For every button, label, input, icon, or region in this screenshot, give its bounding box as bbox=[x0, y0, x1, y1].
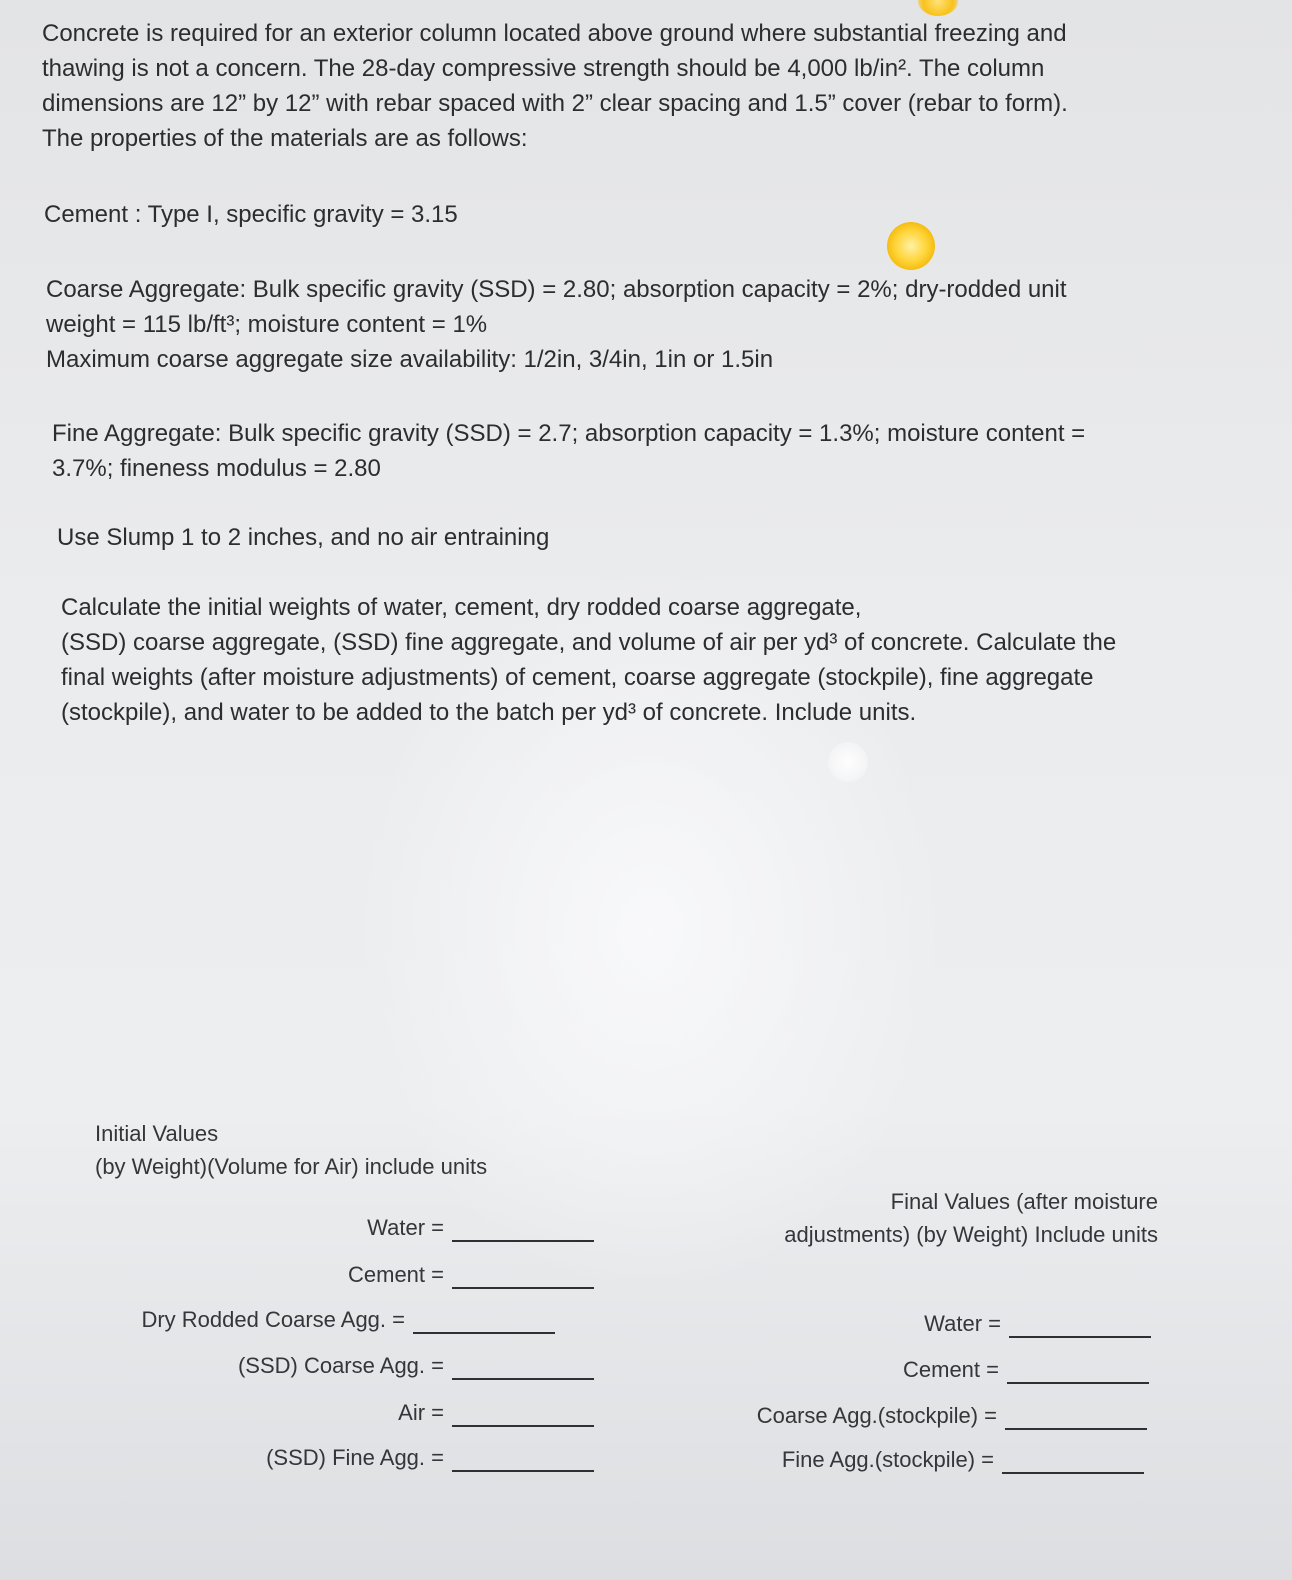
initial-values-title: Initial Values bbox=[95, 1121, 219, 1146]
final-fine-stockpile-blank[interactable] bbox=[1002, 1446, 1144, 1474]
initial-air-field bbox=[100, 1396, 594, 1430]
final-coarse-stockpile-field bbox=[660, 1399, 1147, 1433]
problem-line: The properties of the materials are as follows: bbox=[42, 125, 528, 152]
initial-ssd-coarse-label: (SSD) Coarse Agg. = bbox=[237, 1353, 444, 1378]
initial-water-field bbox=[100, 1211, 594, 1245]
task-line: Calculate the initial weights of water, cement, dry rodded coarse aggregate, bbox=[61, 594, 862, 621]
initial-air-label: Air = bbox=[398, 1400, 444, 1425]
initial-cement-field bbox=[100, 1258, 594, 1292]
slump-instruction bbox=[57, 520, 957, 555]
initial-cement-label: Cement = bbox=[348, 1262, 444, 1287]
fine-aggregate-line: 3.7%; fineness modulus = 2.80 bbox=[52, 455, 381, 482]
problem-statement bbox=[42, 16, 1222, 156]
light-glare bbox=[828, 742, 868, 782]
initial-dry-rodded-coarse-blank[interactable] bbox=[413, 1306, 555, 1334]
initial-ssd-coarse-blank[interactable] bbox=[452, 1352, 594, 1380]
final-values-heading bbox=[784, 1185, 1158, 1251]
initial-water-blank[interactable] bbox=[452, 1214, 594, 1242]
initial-values-heading bbox=[95, 1117, 487, 1183]
coarse-aggregate-line: Maximum coarse aggregate size availability: 1/2in, 3/4in, 1in or 1.5in bbox=[46, 346, 774, 373]
problem-line: dimensions are 12” by 12” with rebar spaced with 2” clear spacing and 1.5” cover (rebar to form). bbox=[42, 90, 1068, 117]
final-coarse-stockpile-label: Coarse Agg.(stockpile) = bbox=[756, 1403, 997, 1428]
final-cement-field bbox=[660, 1353, 1149, 1387]
task-line: final weights (after moisture adjustments) of cement, coarse aggregate (stockpile), fine aggregate bbox=[61, 664, 1094, 691]
initial-water-label: Water = bbox=[367, 1215, 444, 1240]
light-glare bbox=[918, 0, 958, 16]
fine-aggregate-line: Fine Aggregate: Bulk specific gravity (SSD) = 2.7; absorption capacity = 1.3%; moisture content = bbox=[52, 420, 1086, 447]
coarse-aggregate-properties bbox=[46, 272, 1196, 377]
final-water-field bbox=[660, 1307, 1151, 1341]
final-fine-stockpile-label: Fine Agg.(stockpile) = bbox=[781, 1447, 994, 1472]
initial-ssd-coarse-field bbox=[100, 1349, 594, 1383]
final-water-blank[interactable] bbox=[1009, 1310, 1151, 1338]
initial-values-subtitle: (by Weight)(Volume for Air) include units bbox=[95, 1154, 488, 1179]
initial-ssd-fine-label: (SSD) Fine Agg. = bbox=[266, 1445, 444, 1470]
final-values-subtitle: adjustments) (by Weight) Include units bbox=[784, 1222, 1158, 1247]
fine-aggregate-properties bbox=[52, 416, 1202, 486]
initial-ssd-fine-blank[interactable] bbox=[452, 1444, 594, 1472]
initial-ssd-fine-field bbox=[100, 1441, 594, 1475]
final-fine-stockpile-field bbox=[660, 1443, 1144, 1477]
coarse-aggregate-line: Coarse Aggregate: Bulk specific gravity (SSD) = 2.80; absorption capacity = 2%; dry-rodded unit bbox=[46, 276, 1067, 303]
final-water-label: Water = bbox=[924, 1311, 1001, 1336]
coarse-aggregate-line: weight = 115 lb/ft³; moisture content = 1% bbox=[46, 311, 488, 338]
slump-line: Use Slump 1 to 2 inches, and no air entraining bbox=[57, 524, 550, 551]
task-instructions bbox=[61, 590, 1221, 730]
problem-line: thawing is not a concern. The 28-day compressive strength should be 4,000 lb/in². The column bbox=[42, 55, 1045, 82]
initial-dry-rodded-coarse-field bbox=[100, 1303, 555, 1337]
final-cement-label: Cement = bbox=[903, 1357, 999, 1382]
cement-properties bbox=[44, 197, 1144, 232]
initial-air-blank[interactable] bbox=[452, 1399, 594, 1427]
problem-line: Concrete is required for an exterior column located above ground where substantial freezing and bbox=[42, 20, 1067, 47]
final-cement-blank[interactable] bbox=[1007, 1356, 1149, 1384]
final-coarse-stockpile-blank[interactable] bbox=[1005, 1402, 1147, 1430]
cement-properties-line: Cement : Type I, specific gravity = 3.15 bbox=[44, 201, 458, 228]
task-line: (stockpile), and water to be added to the batch per yd³ of concrete. Include units. bbox=[61, 699, 917, 726]
initial-dry-rodded-coarse-label: Dry Rodded Coarse Agg. = bbox=[141, 1307, 405, 1332]
task-line: (SSD) coarse aggregate, (SSD) fine aggregate, and volume of air per yd³ of concrete. Calculate the bbox=[61, 629, 1117, 656]
initial-cement-blank[interactable] bbox=[452, 1261, 594, 1289]
final-values-title: Final Values (after moisture bbox=[890, 1189, 1158, 1214]
